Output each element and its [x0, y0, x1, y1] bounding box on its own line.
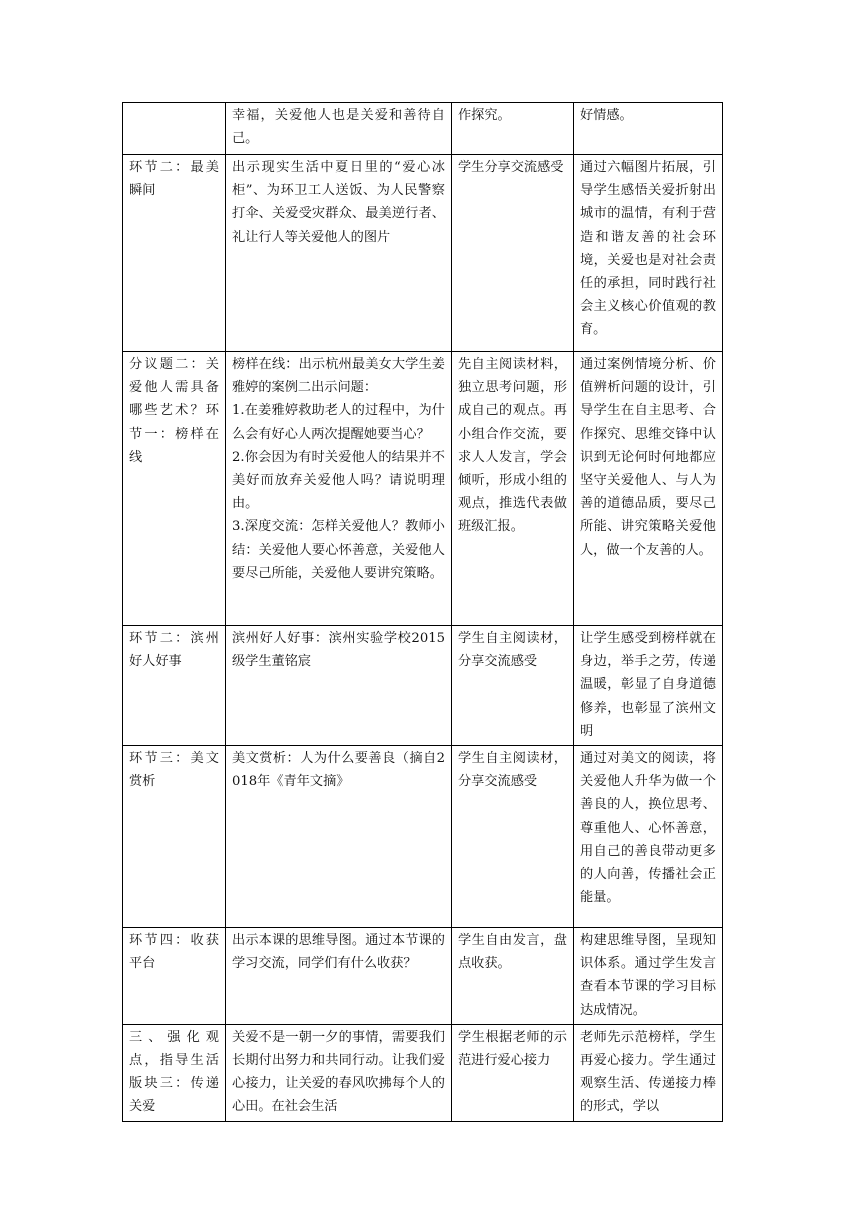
stage-cell: 环节四：收获平台: [123, 928, 226, 1025]
table-row: [123, 155, 723, 352]
teacher-activity-cell: 关爱不是一朝一夕的事情，需要我们长期付出努力和共同行动。让我们爱心接力，让关爱的春风吹拂每个人的心田。在社会生活: [226, 1024, 452, 1121]
stage-cell: [123, 103, 226, 155]
teacher-activity-cell: 美文赏析：人为什么要善良（摘自2018年《青年文摘》: [226, 746, 452, 928]
design-intent-cell: 构建思维导图，呈现知识体系。通过学生发言查看本节课的学习目标达成情况。: [574, 928, 723, 1025]
lesson-plan-table: [122, 102, 723, 1122]
design-intent-cell: 好情感。: [574, 103, 723, 155]
design-intent-cell: 让学生感受到榜样就在身边，举手之劳，传递温暖，彰显了自身道德修养，也彰显了滨州文明: [574, 626, 723, 746]
stage-cell: 三、强化观点，指导生活版块三：传递关爱: [123, 1024, 226, 1121]
intro-line: 榜样在线：出示杭州最美女大学生姜雅婷的案例二出示问题：: [232, 357, 445, 396]
student-activity-cell: 学生分享交流感受: [452, 155, 574, 352]
stage-cell: 环节三：美文赏析: [123, 746, 226, 928]
design-intent-cell: 通过六幅图片拓展，引导学生感悟关爱折射出城市的温情，有利于营造和谐友善的社会环境，关爱也是对社会责任的承担，同时践行社会主义核心价值观的教育。: [574, 155, 723, 352]
student-activity-cell: 学生根据老师的示范进行爱心接力: [452, 1024, 574, 1121]
design-intent-cell: 通过对美文的阅读，将关爱他人升华为做一个善良的人，换位思考、尊重他人、心怀善意，用自己的善良带动更多的人向善，传播社会正能量。: [574, 746, 723, 928]
stage-cell: 分议题二：关爱他人需具备哪些艺术？环节一：榜样在线: [123, 352, 226, 626]
table-row: [123, 626, 723, 746]
stage-cell: 环节二：最美瞬间: [123, 155, 226, 352]
student-activity-cell: 作探究。: [452, 103, 574, 155]
design-intent-cell: 老师先示范榜样，学生再爱心接力。学生通过观察生活、传递接力棒的形式，学以: [574, 1024, 723, 1121]
question-line: 3.深度交流：怎样关爱他人？教师小结：关爱他人要心怀善意，关爱他人要尽己所能，关爱他人要讲究策略。: [232, 519, 445, 581]
student-activity-cell: 学生自主阅读材，分享交流感受: [452, 746, 574, 928]
stage-cell: 环节二：滨州好人好事: [123, 626, 226, 746]
table-row: [123, 746, 723, 928]
teacher-activity-cell: 出示现实生活中夏日里的“爱心冰柜”、为环卫工人送饭、为人民警察打伞、关爱受灾群众、最美逆行者、礼让行人等关爱他人的图片: [226, 155, 452, 352]
teacher-activity-cell: 滨州好人好事：滨州实验学校2015级学生董铭宸: [226, 626, 452, 746]
table-row: [123, 103, 723, 155]
table-row: [123, 928, 723, 1025]
teacher-activity-cell: [226, 352, 452, 626]
student-activity-cell: 学生自由发言，盘点收获。: [452, 928, 574, 1025]
teacher-activity-cell: 出示本课的思维导图。通过本节课的学习交流，同学们有什么收获？: [226, 928, 452, 1025]
question-line: 1.在姜雅婷救助老人的过程中，为什么会有好心人两次提醒她要当心？: [232, 403, 445, 442]
question-line: 2.你会因为有时关爱他人的结果并不美好而放弃关爱他人吗？请说明理由。: [232, 449, 445, 512]
design-intent-cell: 通过案例情境分析、价值辨析问题的设计，引导学生在自主思考、合作探究、思维交锋中认识到无论何时何地都应坚守关爱他人、与人为善的道德品质，要尽己所能、讲究策略关爱他人，做一个友善的人。: [574, 352, 723, 626]
student-activity-cell: 学生自主阅读材，分享交流感受: [452, 626, 574, 746]
student-activity-cell: 先自主阅读材料，独立思考问题，形成自己的观点。再小组合作交流，要求人人发言，学会倾听，形成小组的观点，推选代表做班级汇报。: [452, 352, 574, 626]
table-row: [123, 1024, 723, 1121]
teacher-activity-cell: 幸福，关爱他人也是关爱和善待自己。: [226, 103, 452, 155]
table-row: [123, 352, 723, 626]
